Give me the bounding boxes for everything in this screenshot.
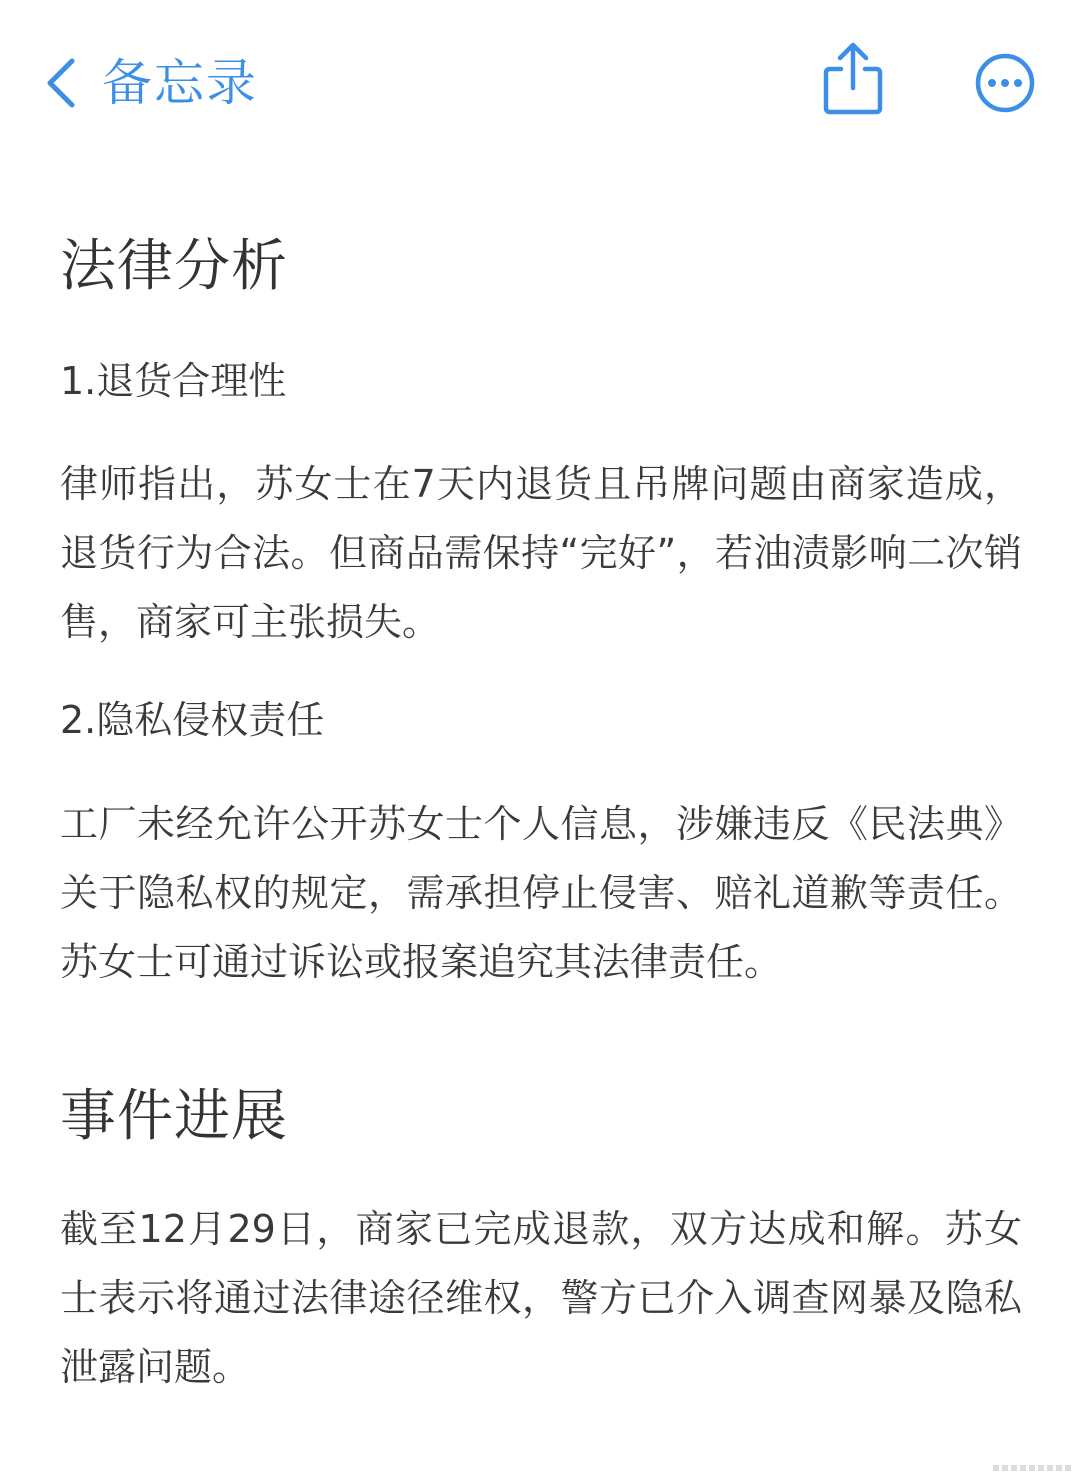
watermark-dots xyxy=(993,1462,1073,1474)
chevron-left-icon xyxy=(44,57,76,109)
share-button[interactable] xyxy=(818,40,888,116)
more-options-button[interactable] xyxy=(970,48,1040,118)
item1-title: 1.退货合理性 xyxy=(60,359,287,403)
heading-event-progress: 事件进展 xyxy=(60,1084,288,1149)
item2-body: 工厂未经允许公开苏女士个人信息，涉嫌违反《民法典》关于隐私权的规定，需承担停止侵害、赔礼道歉等责任。苏女士可通过诉讼或报案追究其法律责任。 xyxy=(60,802,1022,984)
back-button[interactable] xyxy=(44,50,258,116)
item2-title: 2.隐私侵权责任 xyxy=(60,698,325,742)
navigation-bar xyxy=(0,0,1080,165)
item1-body: 律师指出，苏女士在7天内退货且吊牌问题由商家造成，退货行为合法。但商品需保持“完好”，若油渍影响二次销售，商家可主张损失。 xyxy=(60,462,1022,644)
progress-body: 截至12月29日，商家已完成退款，双方达成和解。苏女士表示将通过法律途径维权，警方已介入调查网暴及隐私泄露问题。 xyxy=(60,1207,1022,1389)
share-icon xyxy=(818,40,888,116)
more-icon xyxy=(970,48,1040,118)
heading-legal-analysis: 法律分析 xyxy=(60,234,288,299)
back-label: 备忘录 xyxy=(102,54,258,112)
